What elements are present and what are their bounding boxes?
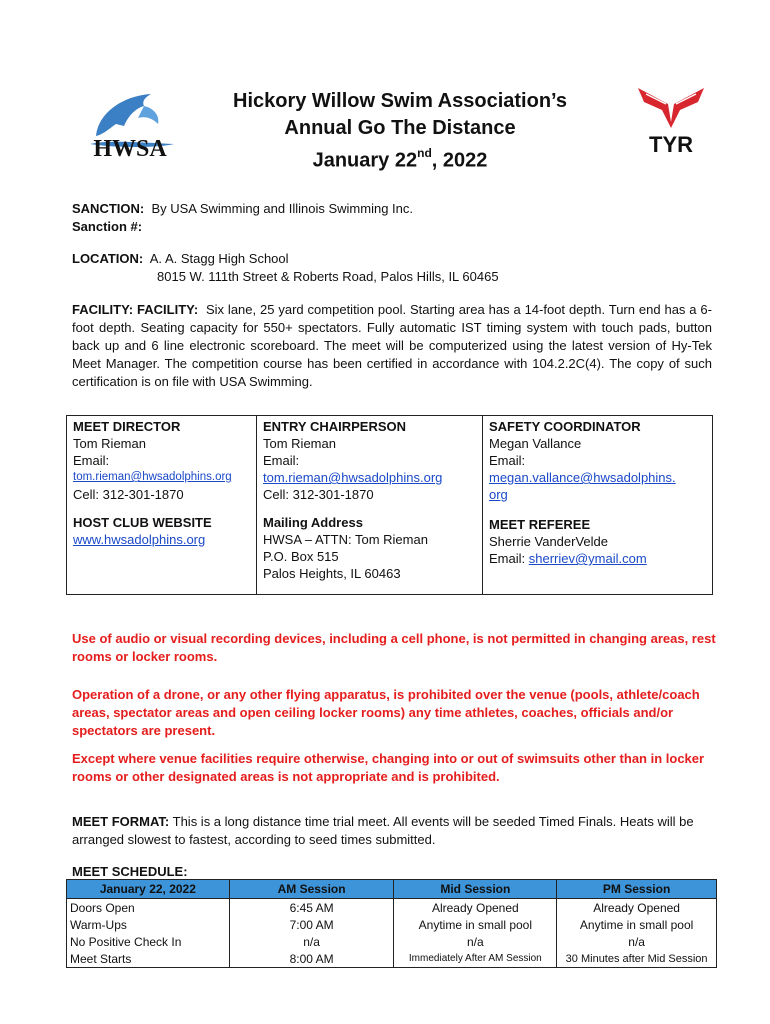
contacts-column-3: [483, 416, 712, 594]
meet-referee-name: Sherrie VanderVelde: [489, 534, 609, 549]
host-club-website-link[interactable]: www.hwsadolphins.org: [73, 532, 206, 547]
meet-director-heading: MEET DIRECTOR: [73, 419, 181, 434]
schedule-cell: Anytime in small pool: [557, 916, 717, 933]
title-line-2: Annual Go The Distance: [284, 117, 516, 139]
schedule-cell: Meet Starts: [67, 950, 230, 968]
meet-title: [190, 88, 610, 175]
schedule-cell: n/a: [557, 933, 717, 950]
facility-text: Six lane, 25 yard competition pool. Starting area has a 14-foot depth. Turn end has a 6-foot depth. Seating capacity for 550+ spectators. Fully automatic IST timing system with touch pads, button back up and 6 line electronic scoreboard. The meet will be computerized using the latest version of Hy-Tek Meet Manager. The competition course has been certified in accordance with 104.2.2C(4). The copy of such certification is on file with USA Swimming.: [72, 302, 712, 389]
meet-director-email-link[interactable]: tom.rieman@hwsadolphins.org: [73, 471, 232, 483]
location-section: [72, 250, 712, 286]
entry-chair-email-link[interactable]: tom.rieman@hwsadolphins.org: [263, 470, 443, 485]
title-line-1: Hickory Willow Swim Association’s: [233, 90, 567, 112]
schedule-cell: Already Opened: [557, 899, 717, 917]
entry-chair-name: Tom Rieman: [263, 436, 336, 451]
schedule-cell: Anytime in small pool: [394, 916, 557, 933]
safety-coordinator-email-link[interactable]: [489, 469, 706, 503]
schedule-cell: n/a: [394, 933, 557, 950]
table-row: [67, 899, 717, 917]
safety-coordinator-email-label: Email:: [489, 453, 526, 468]
meet-referee-heading: MEET REFEREE: [489, 517, 591, 532]
location-label: LOCATION:: [72, 251, 144, 266]
schedule-header-am: AM Session: [229, 880, 394, 899]
mailing-line-3: Palos Heights, IL 60463: [263, 566, 401, 581]
mailing-address-heading: Mailing Address: [263, 515, 363, 530]
tyr-logo-text: TYR: [649, 132, 693, 156]
host-club-heading: HOST CLUB WEBSITE: [73, 515, 212, 530]
title-date: [190, 142, 610, 175]
schedule-cell: 30 Minutes after Mid Session: [557, 950, 717, 968]
meet-director-email-label: Email:: [73, 453, 110, 468]
location-line-2: 8015 W. 111th Street & Roberts Road, Palos Hills, IL 60465: [157, 269, 499, 284]
contacts-column-1: [67, 416, 257, 594]
table-row: [67, 950, 717, 968]
safety-coordinator-name: Megan Vallance: [489, 436, 582, 451]
meet-referee-email-label: Email:: [489, 551, 526, 566]
schedule-header-pm: PM Session: [557, 880, 717, 899]
sanction-value: By USA Swimming and Illinois Swimming Inc.: [151, 201, 413, 216]
warning-drone: Operation of a drone, or any other flying apparatus, is prohibited over the venue (pools, athlete/coach areas, spectator areas and open ceiling locker rooms) any time athletes, coaches, officials and/or spectators are present.: [72, 687, 700, 738]
contacts-table: [66, 415, 713, 595]
schedule-header-mid: Mid Session: [394, 880, 557, 899]
meet-referee-email-link[interactable]: sherriev@ymail.com: [528, 551, 647, 566]
facility-label: FACILITY: FACILITY:: [72, 302, 199, 317]
schedule-cell: No Positive Check In: [67, 933, 230, 950]
contacts-column-2: [257, 416, 483, 594]
warning-recording: Use of audio or visual recording devices, including a cell phone, is not permitted in changing areas, rest rooms or locker rooms.: [72, 631, 716, 664]
schedule-cell: Already Opened: [394, 899, 557, 917]
table-row: [67, 933, 717, 950]
title-date-year: , 2022: [431, 149, 488, 172]
meet-schedule-table: [66, 879, 717, 968]
entry-chair-heading: ENTRY CHAIRPERSON: [263, 419, 407, 434]
schedule-cell: Doors Open: [67, 899, 230, 917]
hwsa-logo-text: HWSA: [93, 136, 167, 162]
mailing-line-1: HWSA – ATTN: Tom Rieman: [263, 532, 428, 547]
warning-changing: Except where venue facilities require otherwise, changing into or out of swimsuits other than in locker rooms or other designated areas is not appropriate and is prohibited.: [72, 751, 705, 784]
location-line-1: A. A. Stagg High School: [149, 251, 289, 266]
schedule-header-row: [67, 880, 717, 899]
meet-format-section: [72, 813, 712, 849]
safety-email-line-2: org: [489, 487, 508, 502]
entry-chair-email-label: Email:: [263, 453, 300, 468]
entry-chair-cell: Cell: 312-301-1870: [263, 487, 374, 502]
safety-coordinator-heading: SAFETY COORDINATOR: [489, 419, 641, 434]
sanction-section: [72, 200, 712, 236]
schedule-cell: 7:00 AM: [229, 916, 394, 933]
schedule-cell: Warm-Ups: [67, 916, 230, 933]
mailing-line-2: P.O. Box 515: [263, 549, 339, 564]
meet-format-text: This is a long distance time trial meet. All events will be seeded Timed Finals. Heats will be arranged slowest to fastest, according to seed times submitted.: [72, 814, 694, 847]
hwsa-logo: [76, 86, 186, 162]
schedule-cell: 6:45 AM: [229, 899, 394, 917]
title-date-main: January 22: [312, 149, 418, 172]
sanction-number-label: Sanction #:: [72, 219, 143, 234]
table-row: [67, 916, 717, 933]
tyr-logo: [632, 82, 710, 156]
facility-section: [72, 301, 712, 391]
meet-schedule-title: MEET SCHEDULE:: [72, 864, 188, 879]
sanction-label: SANCTION:: [72, 201, 145, 216]
meet-format-label: MEET FORMAT:: [72, 814, 170, 829]
safety-email-line-1: megan.vallance@hwsadolphins.: [489, 470, 676, 485]
title-date-suffix: nd: [417, 146, 432, 160]
schedule-cell: Immediately After AM Session: [394, 950, 557, 968]
schedule-header-date: January 22, 2022: [67, 880, 230, 899]
schedule-cell: 8:00 AM: [229, 950, 394, 968]
meet-director-cell: Cell: 312-301-1870: [73, 487, 184, 502]
meet-director-name: Tom Rieman: [73, 436, 146, 451]
schedule-cell: n/a: [229, 933, 394, 950]
